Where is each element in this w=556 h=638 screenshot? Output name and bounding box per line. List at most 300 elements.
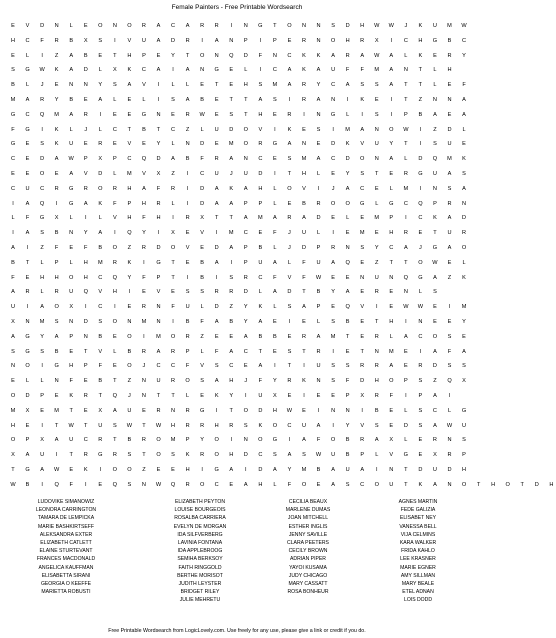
grid-letter: D <box>403 422 408 429</box>
grid-letter: L <box>40 259 44 266</box>
grid-letter: G <box>25 126 30 133</box>
grid-letter: F <box>11 274 15 281</box>
grid-letter: D <box>243 289 248 296</box>
grid-letter: I <box>230 259 233 266</box>
grid-letter: G <box>214 67 219 74</box>
grid-letter: E <box>156 467 161 473</box>
grid-letter: B <box>98 245 103 251</box>
grid-letter: I <box>332 126 334 133</box>
grid-letter: E <box>200 393 204 399</box>
grid-letter: Z <box>142 467 146 473</box>
grid-letter: O <box>170 245 176 251</box>
grid-letter: A <box>11 289 15 296</box>
grid-letter: E <box>302 407 306 414</box>
grid-letter: A <box>112 407 117 414</box>
grid-letter: U <box>69 141 74 148</box>
grid-letter: C <box>287 52 292 59</box>
grid-letter: F <box>69 378 73 385</box>
grid-letter: F <box>25 215 30 222</box>
grid-letter: O <box>127 333 132 340</box>
grid-letter: V <box>389 452 394 459</box>
grid-letter: L <box>200 348 204 355</box>
grid-letter: Y <box>389 141 394 148</box>
grid-letter: E <box>316 393 321 399</box>
grid-letter: E <box>345 274 350 281</box>
grid-letter: R <box>54 289 59 296</box>
word-item: ADRIAN PIPER <box>290 556 326 563</box>
grid-letter: W <box>68 156 74 163</box>
grid-letter: O <box>374 481 379 488</box>
grid-letter: E <box>447 82 452 89</box>
grid-letter: K <box>302 378 306 385</box>
grid-letter: K <box>127 259 132 266</box>
grid-letter: R <box>345 52 350 59</box>
grid-letter: H <box>112 289 117 296</box>
grid-letter: P <box>69 333 74 340</box>
grid-letter: A <box>302 304 306 311</box>
grid-letter: E <box>403 363 408 370</box>
grid-letter: U <box>432 171 437 177</box>
grid-letter: A <box>83 200 88 207</box>
grid-letter: N <box>403 289 408 296</box>
grid-letter: X <box>54 215 59 222</box>
grid-letter: F <box>185 363 190 370</box>
page-title: Female Painters - Free Printable Wordsearch <box>171 4 303 11</box>
grid-letter: E <box>229 481 234 488</box>
grid-letter: N <box>243 23 248 29</box>
grid-letter: E <box>25 171 30 177</box>
grid-letter: D <box>418 156 423 163</box>
grid-letter: R <box>287 378 292 385</box>
grid-letter: N <box>156 304 161 311</box>
grid-letter: N <box>447 97 452 103</box>
grid-letter: R <box>403 230 408 237</box>
grid-letter: I <box>419 348 422 355</box>
word-item: ROSALBA CARRIERA <box>174 515 226 522</box>
word-item: LEE KRASNER <box>400 556 436 563</box>
grid-letter: A <box>287 82 292 89</box>
grid-letter: A <box>462 111 466 118</box>
grid-letter: B <box>200 274 204 281</box>
grid-letter: U <box>301 422 307 429</box>
grid-letter: E <box>229 67 234 74</box>
grid-letter: D <box>200 200 205 207</box>
grid-letter: L <box>98 126 102 133</box>
grid-letter: L <box>273 200 277 207</box>
grid-letter: V <box>200 363 204 370</box>
word-item: AMY SILLMAN <box>400 572 436 579</box>
grid-letter: E <box>11 171 15 177</box>
grid-letter: Y <box>273 378 277 385</box>
grid-letter: O <box>127 467 132 473</box>
grid-letter: T <box>214 215 219 222</box>
grid-letter: U <box>69 437 74 444</box>
word-item: IDA SILFVERBERG <box>177 531 223 538</box>
grid-letter: B <box>142 126 146 133</box>
word-item: LAVINIA FONTANA <box>177 540 223 547</box>
grid-letter: E <box>374 230 379 237</box>
grid-letter: D <box>98 171 103 177</box>
grid-letter: Q <box>345 259 350 266</box>
grid-letter: R <box>156 200 161 207</box>
grid-letter: I <box>172 67 174 74</box>
grid-letter: H <box>272 407 277 414</box>
grid-letter: R <box>156 407 161 414</box>
grid-letter: B <box>69 37 74 44</box>
grid-letter: W <box>155 481 162 488</box>
grid-letter: A <box>11 245 15 251</box>
grid-letter: Z <box>375 259 379 266</box>
grid-letter: P <box>418 393 423 399</box>
grid-letter: K <box>185 452 190 459</box>
grid-letter: U <box>389 481 394 488</box>
grid-letter: V <box>98 348 103 355</box>
grid-letter: A <box>98 230 103 237</box>
grid-letter: T <box>302 348 306 355</box>
grid-letter: A <box>316 422 321 429</box>
grid-letter: K <box>287 126 292 133</box>
grid-letter: R <box>141 437 146 444</box>
grid-letter: Q <box>229 52 234 59</box>
grid-letter: H <box>10 37 16 44</box>
grid-letter: T <box>375 171 379 177</box>
grid-letter: A <box>433 393 437 399</box>
grid-letter: E <box>374 185 379 192</box>
grid-letter: S <box>447 185 452 192</box>
grid-letter: S <box>171 97 175 103</box>
grid-letter: C <box>258 452 263 459</box>
grid-letter: K <box>418 481 423 488</box>
grid-letter: T <box>404 97 408 103</box>
grid-letter: E <box>287 37 292 44</box>
word-item: JUDITH LEYSTER <box>178 581 222 588</box>
grid-letter: S <box>229 111 234 118</box>
grid-letter: D <box>83 319 88 325</box>
grid-letter: A <box>243 185 248 192</box>
grid-letter: C <box>432 407 437 414</box>
grid-letter: N <box>462 200 467 207</box>
grid-letter: F <box>200 156 204 163</box>
grid-letter: E <box>243 363 248 370</box>
grid-letter: R <box>360 363 365 370</box>
grid-letter: I <box>84 215 87 222</box>
grid-letter: G <box>98 452 103 459</box>
grid-letter: H <box>171 422 176 429</box>
grid-letter: R <box>316 200 321 207</box>
grid-letter: F <box>287 481 292 488</box>
grid-letter: T <box>404 467 408 473</box>
grid-letter: N <box>331 407 336 414</box>
grid-letter: K <box>214 393 219 399</box>
grid-letter: T <box>404 141 408 148</box>
grid-letter: U <box>25 185 30 192</box>
grid-letter: E <box>433 52 437 59</box>
grid-letter: E <box>171 289 175 296</box>
grid-letter: E <box>83 378 88 385</box>
word-item: AGNES MARTIN <box>398 499 438 505</box>
grid-letter: E <box>127 304 132 311</box>
grid-letter: V <box>98 289 103 296</box>
grid-letter: Z <box>229 304 233 311</box>
grid-letter: G <box>418 171 423 177</box>
grid-letter: C <box>403 200 408 207</box>
word-item: ROSA BONHEUR <box>287 589 329 596</box>
grid-letter: S <box>127 481 132 488</box>
grid-letter: B <box>25 481 30 488</box>
grid-letter: N <box>301 23 307 29</box>
grid-letter: U <box>301 230 307 237</box>
grid-letter: D <box>214 304 219 311</box>
grid-letter: A <box>214 319 219 325</box>
grid-letter: K <box>462 274 466 281</box>
grid-letter: W <box>446 422 453 429</box>
grid-letter: A <box>40 304 44 311</box>
grid-letter: L <box>186 82 190 89</box>
grid-letter: A <box>433 111 437 118</box>
grid-letter: N <box>331 97 336 103</box>
grid-letter: L <box>316 171 321 177</box>
grid-letter: R <box>83 393 88 399</box>
grid-letter: I <box>41 363 43 370</box>
grid-letter: A <box>214 185 219 192</box>
grid-letter: O <box>389 126 394 133</box>
grid-letter: D <box>432 363 437 370</box>
grid-letter: H <box>374 378 379 385</box>
grid-letter: O <box>461 245 467 251</box>
grid-letter: D <box>258 467 263 473</box>
grid-letter: I <box>157 230 160 237</box>
grid-letter: Z <box>433 126 437 133</box>
grid-letter: Y <box>462 319 466 325</box>
grid-letter: Z <box>200 333 204 340</box>
grid-letter: C <box>200 171 205 177</box>
grid-letter: D <box>156 156 161 163</box>
grid-letter: I <box>12 230 14 237</box>
grid-letter: H <box>83 259 88 266</box>
grid-letter: R <box>185 407 190 414</box>
grid-letter: T <box>345 333 350 340</box>
grid-letter: P <box>185 348 190 355</box>
grid-letter: B <box>54 230 59 237</box>
grid-letter: U <box>331 452 336 459</box>
grid-letter: G <box>432 245 438 251</box>
grid-letter: R <box>403 171 408 177</box>
grid-letter: S <box>258 82 263 89</box>
grid-letter: T <box>433 230 437 237</box>
grid-letter: D <box>200 141 205 148</box>
grid-letter: P <box>243 245 248 251</box>
grid-letter: T <box>476 481 481 488</box>
grid-letter: W <box>432 259 438 266</box>
grid-letter: Q <box>39 200 45 207</box>
grid-letter: S <box>316 126 321 133</box>
grid-letter: Y <box>171 52 175 59</box>
grid-letter: R <box>171 348 176 355</box>
grid-letter: B <box>258 333 263 340</box>
grid-letter: L <box>171 200 175 207</box>
grid-letter: X <box>69 304 74 311</box>
grid-letter: I <box>172 319 174 325</box>
grid-letter: W <box>199 111 205 118</box>
grid-letter: J <box>288 230 291 237</box>
grid-letter: A <box>403 333 408 340</box>
grid-letter: C <box>10 156 16 163</box>
grid-letter: C <box>127 156 132 163</box>
grid-letter: I <box>288 97 291 103</box>
grid-letter: N <box>345 245 350 251</box>
grid-letter: R <box>316 348 321 355</box>
grid-letter: A <box>54 333 59 340</box>
grid-letter: M <box>447 156 452 163</box>
grid-letter: A <box>302 437 306 444</box>
grid-letter: G <box>461 407 467 414</box>
grid-letter: L <box>113 97 117 103</box>
grid-letter: H <box>360 23 365 29</box>
grid-letter: R <box>54 37 59 44</box>
grid-letter: P <box>316 304 321 311</box>
grid-letter: R <box>287 215 292 222</box>
grid-letter: Y <box>127 274 132 281</box>
grid-letter: O <box>360 156 365 163</box>
grid-letter: F <box>316 437 321 444</box>
grid-letter: E <box>69 348 74 355</box>
grid-letter: L <box>11 215 15 222</box>
grid-letter: K <box>345 141 350 148</box>
grid-letter: A <box>287 452 292 459</box>
grid-letter: I <box>245 393 247 399</box>
grid-letter: O <box>112 467 118 473</box>
grid-letter: E <box>69 245 74 251</box>
grid-letter: R <box>214 23 219 29</box>
grid-letter: I <box>84 304 87 311</box>
grid-letter: G <box>141 111 147 118</box>
grid-letter: N <box>200 67 205 74</box>
grid-letter: I <box>99 111 102 118</box>
grid-letter: I <box>114 230 116 237</box>
grid-letter: A <box>258 319 263 325</box>
grid-letter: A <box>25 230 30 237</box>
grid-letter: E <box>433 304 437 311</box>
grid-letter: U <box>40 452 45 459</box>
grid-letter: D <box>200 185 205 192</box>
grid-letter: Y <box>287 467 292 473</box>
grid-letter: Y <box>374 245 379 251</box>
grid-letter: R <box>360 437 365 444</box>
grid-letter: B <box>98 333 103 340</box>
grid-letter: F <box>98 363 102 370</box>
grid-letter: A <box>447 215 452 222</box>
grid-letter: E <box>229 82 234 89</box>
word-item: ESTHER INGLIS <box>288 523 328 530</box>
grid-letter: A <box>447 171 452 177</box>
grid-letter: A <box>462 185 466 192</box>
grid-letter: S <box>331 378 335 385</box>
grid-letter: A <box>273 259 277 266</box>
grid-letter: E <box>25 274 30 281</box>
grid-letter: U <box>447 230 452 237</box>
grid-letter: C <box>243 230 248 237</box>
grid-letter: S <box>273 97 277 103</box>
grid-letter: L <box>316 319 321 325</box>
grid-letter: R <box>331 245 336 251</box>
grid-letter: F <box>273 274 277 281</box>
grid-letter: E <box>229 333 234 340</box>
grid-letter: T <box>142 422 146 429</box>
grid-letter: Y <box>200 437 204 444</box>
grid-letter: A <box>69 171 74 177</box>
grid-letter: E <box>25 422 30 429</box>
grid-letter: Y <box>156 141 161 148</box>
grid-letter: U <box>258 393 263 399</box>
grid-letter: C <box>40 185 45 192</box>
grid-letter: N <box>432 97 437 103</box>
grid-letter: S <box>40 230 44 237</box>
grid-letter: I <box>186 171 189 177</box>
grid-letter: R <box>25 289 30 296</box>
grid-letter: A <box>185 97 190 103</box>
grid-letter: I <box>390 97 393 103</box>
grid-letter: R <box>185 37 190 44</box>
grid-letter: A <box>331 467 335 473</box>
grid-letter: B <box>200 97 204 103</box>
grid-letter: N <box>374 126 379 133</box>
grid-letter: C <box>258 274 263 281</box>
word-item: MARIETTA ROBUSTI <box>41 589 91 596</box>
word-item: ELISABETTA SIRANI <box>41 572 91 579</box>
grid-letter: A <box>258 97 263 103</box>
grid-letter: S <box>331 319 335 325</box>
grid-letter: T <box>389 259 393 266</box>
grid-letter: I <box>448 393 451 399</box>
grid-letter: R <box>185 215 190 222</box>
grid-letter: H <box>229 452 234 459</box>
grid-letter: T <box>98 393 102 399</box>
grid-letter: O <box>243 407 248 414</box>
grid-letter: P <box>54 259 59 266</box>
grid-letter: A <box>40 467 44 473</box>
grid-letter: W <box>68 422 74 429</box>
grid-letter: V <box>185 245 190 251</box>
grid-letter: B <box>447 37 452 44</box>
grid-letter: J <box>244 378 248 385</box>
grid-letter: G <box>54 363 59 370</box>
grid-letter: N <box>316 23 321 29</box>
grid-letter: K <box>462 156 466 163</box>
grid-letter: N <box>360 274 365 281</box>
word-item: FRANCES MACDONALD <box>36 556 96 563</box>
grid-letter: Q <box>170 481 176 488</box>
grid-letter: Q <box>447 378 452 385</box>
word-item: VIJA CELMINS <box>400 531 436 538</box>
grid-letter: N <box>69 230 74 237</box>
grid-letter: D <box>345 23 350 29</box>
grid-letter: A <box>229 200 234 207</box>
grid-letter: U <box>214 126 219 133</box>
grid-letter: C <box>360 481 365 488</box>
grid-letter: A <box>374 437 379 444</box>
grid-letter: E <box>302 319 306 325</box>
grid-letter: E <box>112 141 117 148</box>
grid-letter: W <box>403 304 409 311</box>
grid-letter: O <box>330 437 336 444</box>
word-column <box>363 498 473 605</box>
grid-letter: I <box>448 304 451 311</box>
grid-letter: I <box>303 363 305 370</box>
grid-letter: E <box>112 333 117 340</box>
grid-letter: M <box>447 23 452 29</box>
grid-letter: N <box>389 274 394 281</box>
grid-letter: H <box>418 37 423 44</box>
